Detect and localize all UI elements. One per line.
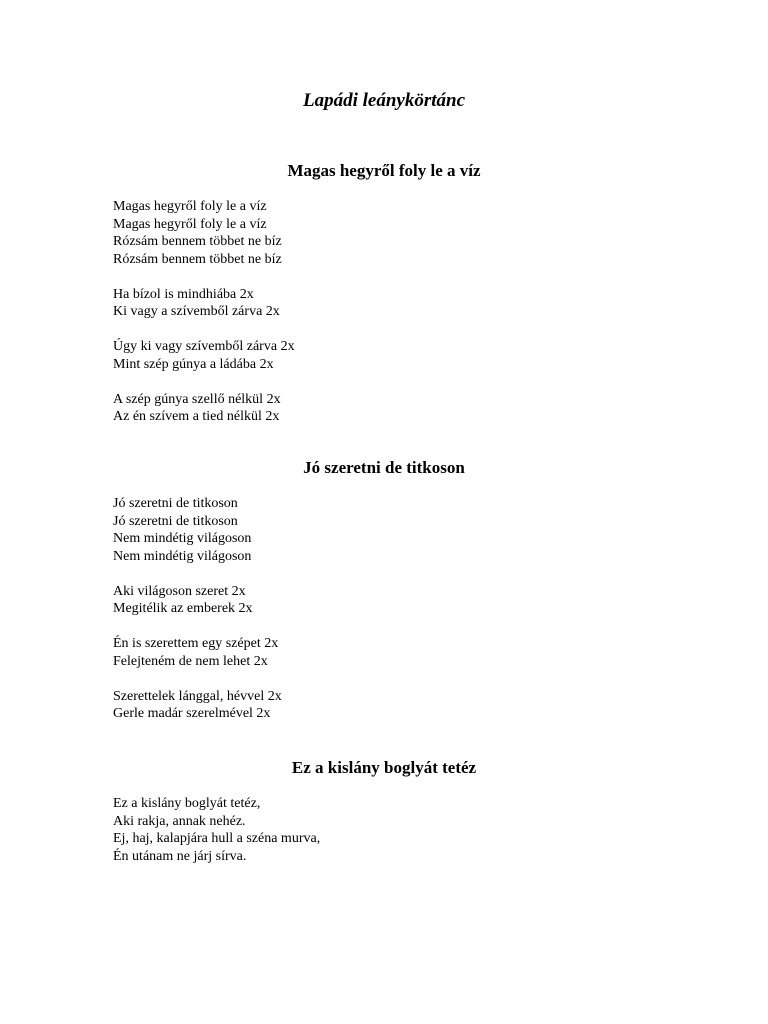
lyric-line: Rózsám bennem többet ne bíz [113, 251, 282, 267]
stanza [113, 391, 768, 426]
stanza [113, 635, 768, 670]
lyric-line: Magas hegyről foly le a víz [113, 199, 267, 214]
stanza [113, 795, 768, 865]
stanza [113, 583, 768, 618]
stanza [113, 286, 768, 321]
stanza [113, 338, 768, 373]
lyric-line: Rózsám bennem többet ne bíz [113, 234, 282, 249]
stanza [113, 495, 768, 565]
lyric-line: Magas hegyről foly le a víz [113, 216, 267, 232]
lyric-line: Úgy ki vagy szívemből zárva 2x [113, 339, 295, 354]
lyric-line: Felejteném de nem lehet 2x [113, 653, 268, 669]
lyric-line: Az én szívem a tied nélkül 2x [113, 409, 280, 424]
lyric-line: Ez a kislány boglyát tetéz, [113, 796, 261, 811]
stanza [113, 198, 768, 268]
lyric-line: Megitélik az emberek 2x [113, 601, 253, 616]
lyric-line: Aki világoson szeret 2x [113, 583, 246, 599]
lyric-line: Ej, haj, kalapjára hull a széna murva, [113, 831, 321, 846]
song-title: Ez a kislány boglyát tetéz [291, 758, 477, 777]
lyric-line: A szép gúnya szellő nélkül 2x [113, 391, 281, 407]
lyric-line: Ha bízol is mindhiába 2x [113, 286, 254, 302]
lyric-line: Nem mindétig világoson [113, 548, 252, 564]
lyric-line: Szerettelek lánggal, hévvel 2x [113, 688, 282, 704]
lyric-line: Mint szép gúnya a ládába 2x [113, 356, 274, 372]
stanza [113, 688, 768, 723]
song-section [0, 457, 768, 740]
lyric-line: Aki rakja, annak nehéz. [113, 813, 246, 829]
song-section [0, 160, 768, 443]
lyric-line: Ki vagy a szívemből zárva 2x [113, 304, 280, 319]
lyric-line: Jó szeretni de titkoson [113, 513, 238, 529]
song-title: Magas hegyről foly le a víz [287, 161, 481, 180]
lyric-line: Jó szeretni de titkoson [113, 496, 238, 511]
song-section [0, 757, 768, 883]
lyric-line: Én is szerettem egy szépet 2x [113, 636, 279, 651]
lyric-line: Gerle madár szerelmével 2x [113, 706, 271, 721]
document-title: Lapádi leánykörtánc [302, 90, 466, 111]
lyric-line: Én utánam ne járj sírva. [113, 848, 247, 864]
lyric-line: Nem mindétig világoson [113, 531, 252, 546]
song-title: Jó szeretni de titkoson [303, 458, 465, 477]
